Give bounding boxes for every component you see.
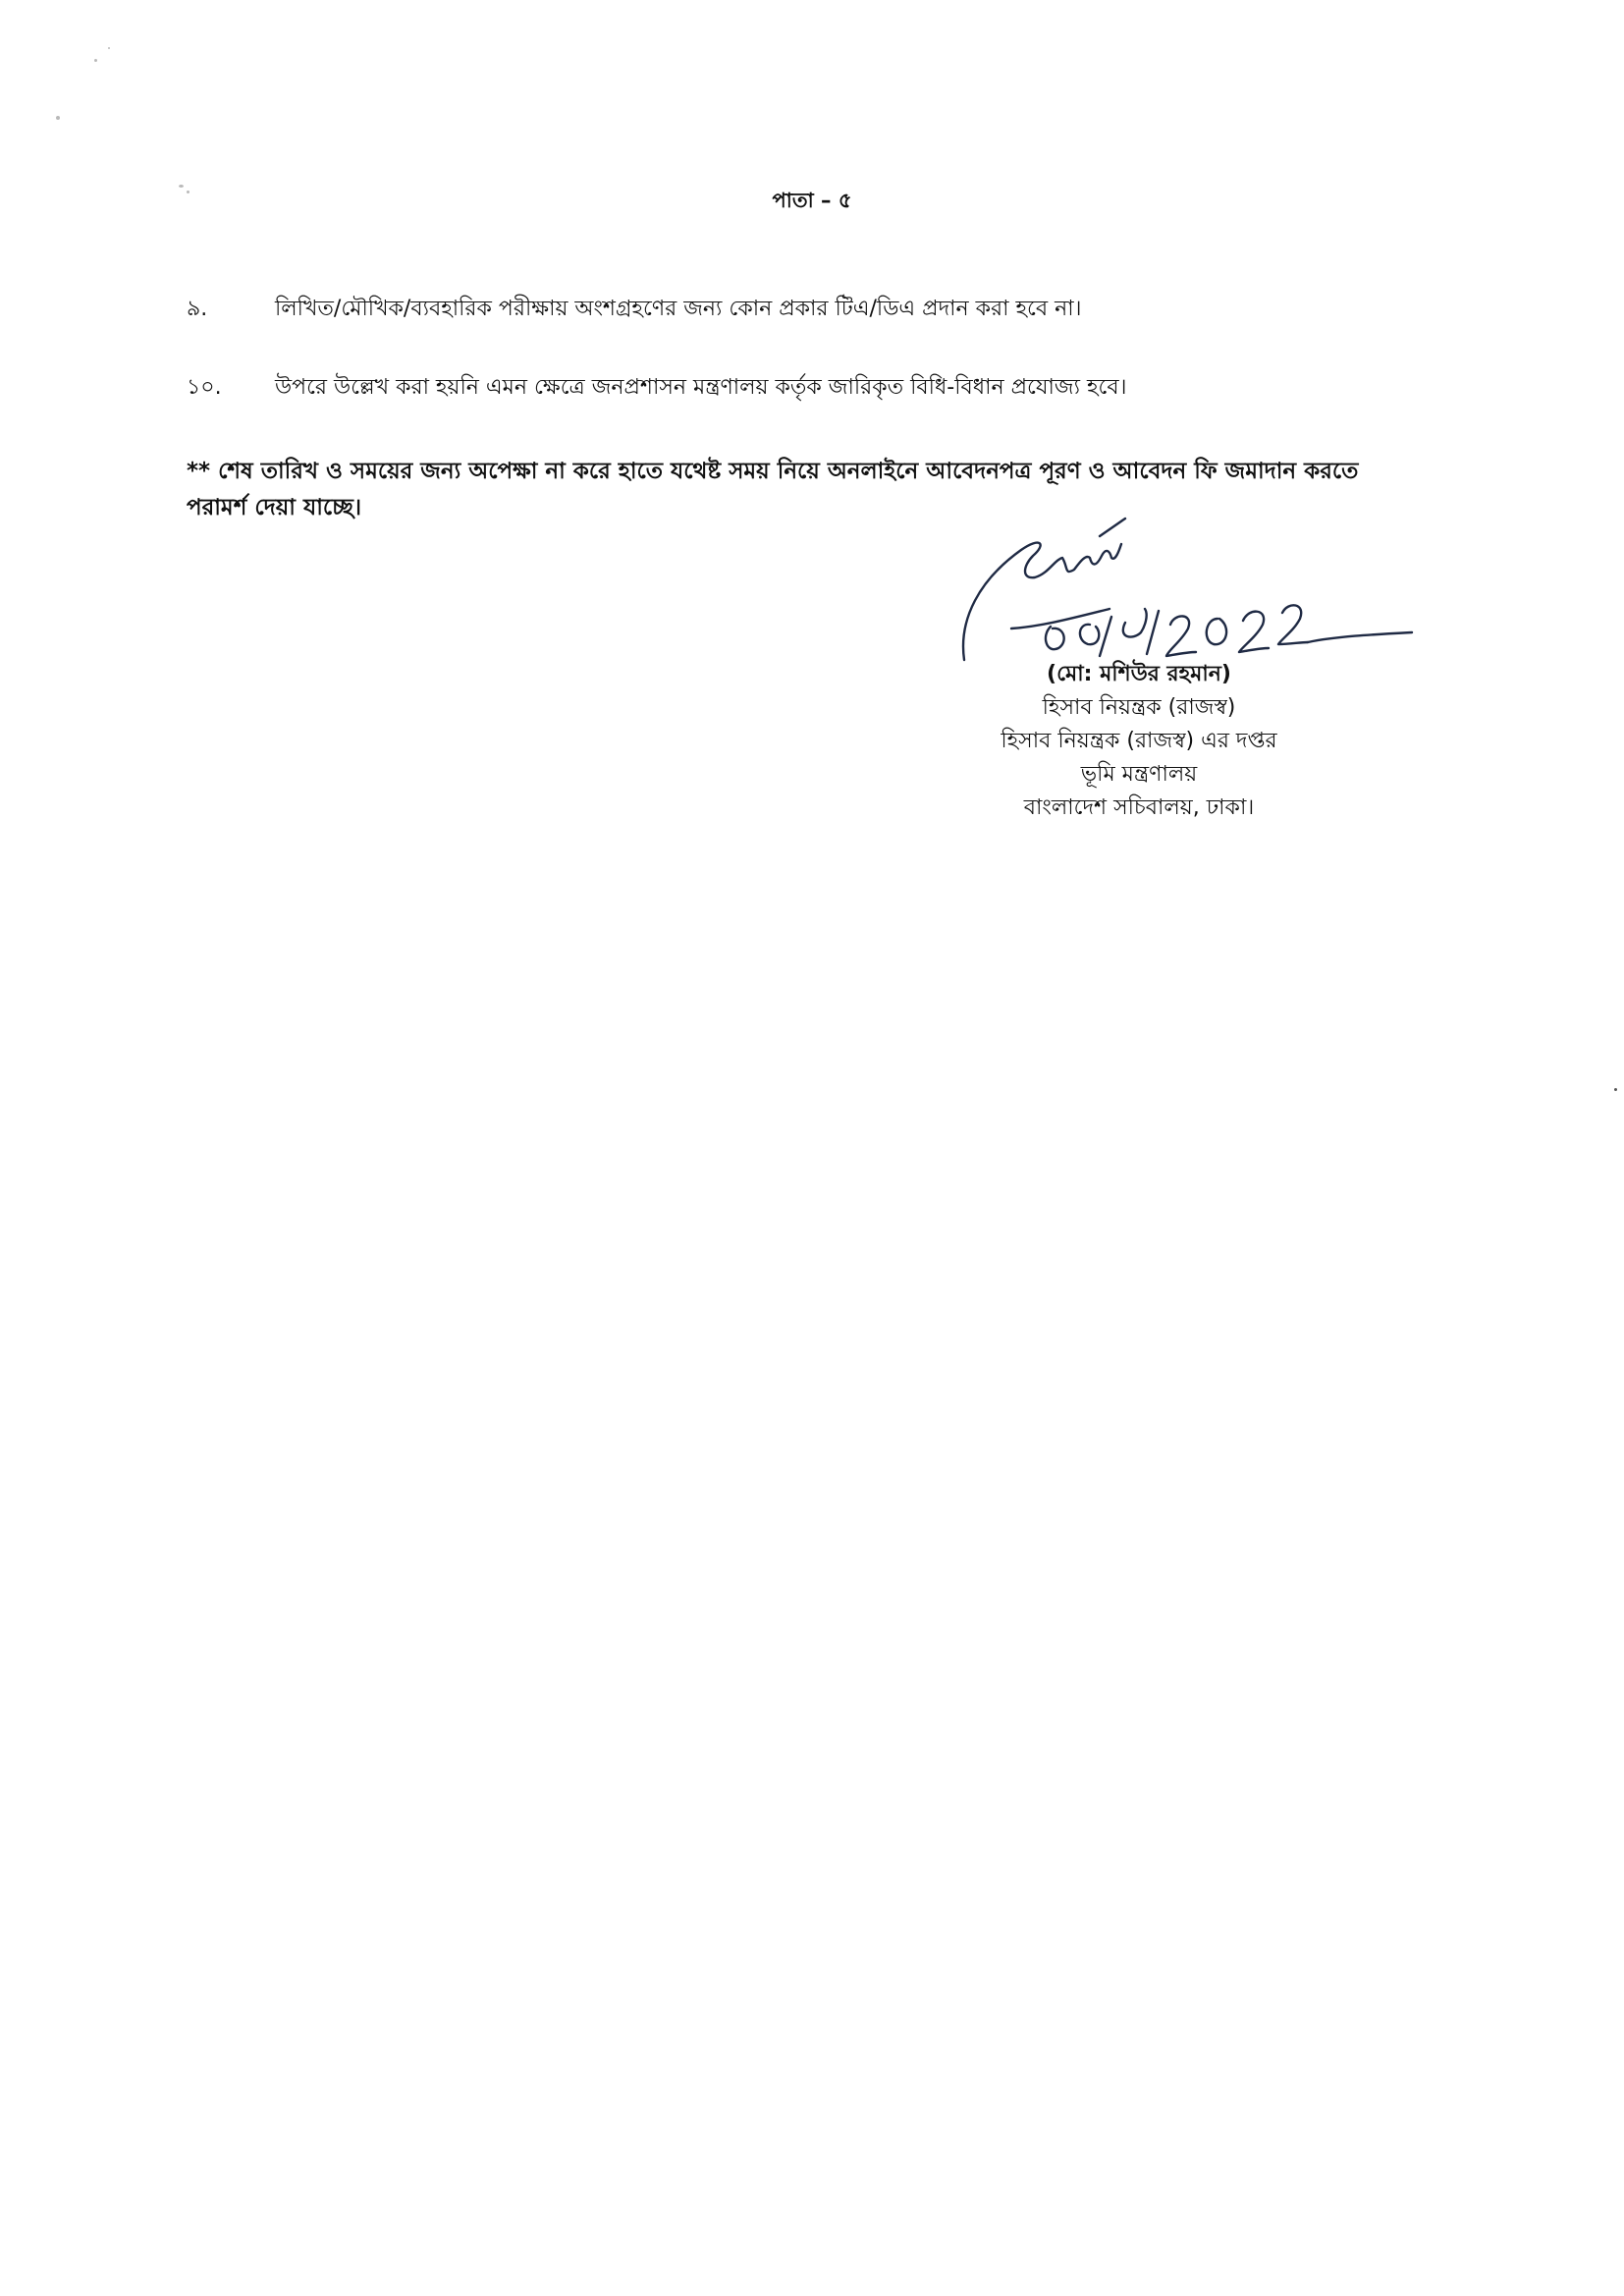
scan-speck [1614,1088,1617,1091]
item-text: উপরে উল্লেখ করা হয়নি এমন ক্ষেত্রে জনপ্রশাসন মন্ত্রণালয় কর্তৃক জারিকৃত বিধি-বিধান প্রযোজ্য হবে। [275,375,1127,400]
handwritten-signature [952,511,1414,678]
signatory-location: বাংলাদেশ সচিবালয়, ঢাকা। [1023,795,1255,821]
scan-speck [56,116,60,120]
signature-block [864,658,1414,825]
scan-speck [94,59,97,62]
item-number: ১০. [187,375,222,400]
scan-speck [108,47,110,49]
item-number: ৯. [187,297,208,321]
advisory-note: ** শেষ তারিখ ও সময়ের জন্য অপেক্ষা না করে হাতে যথেষ্ট সময় নিয়ে অনলাইনে আবেদনপত্র পূরণ ও আবেদন ফি জমাদান করতে পরামর্শ দেয়া যাচ্ছে। [187,459,1359,520]
signatory-name: (মো: মশিউর রহমান) [1047,662,1231,686]
signatory-designation: হিসাব নিয়ন্ত্রক (রাজস্ব) [1042,695,1236,721]
item-text: লিখিত/মৌখিক/ব্যবহারিক পরীক্ষায় অংশগ্রহণের জন্য কোন প্রকার টিএ/ডিএ প্রদান করা হবে না। [275,297,1082,321]
signatory-ministry: ভূমি মন্ত্রণালয় [1080,762,1198,788]
page-number: পাতা – ৫ [772,189,852,212]
signatory-office: হিসাব নিয়ন্ত্রক (রাজস্ব) এর দপ্তর [1001,729,1277,754]
